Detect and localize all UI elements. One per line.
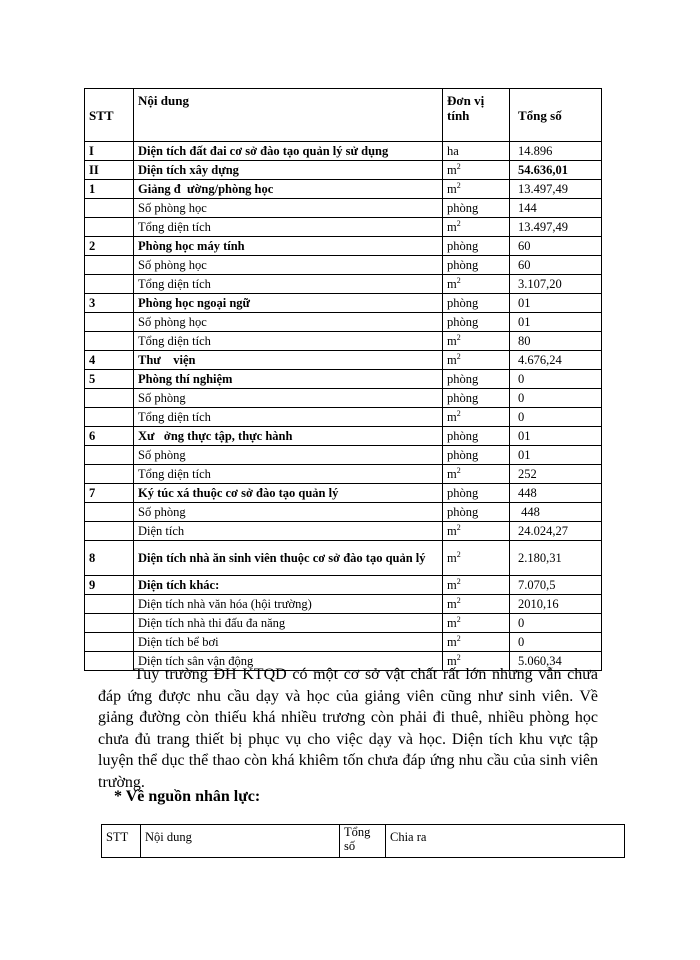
- unit-text: phòng: [447, 371, 479, 386]
- row-unit: [443, 142, 510, 161]
- row-stt: [85, 503, 134, 522]
- row-unit: [443, 294, 510, 313]
- row-content: Tổng diện tích: [134, 332, 443, 351]
- row-unit: [443, 576, 510, 595]
- row-unit: [443, 484, 510, 503]
- row-unit: [443, 218, 510, 237]
- row-value: 2.180,31: [510, 541, 602, 576]
- row-content: Số phòng học: [134, 313, 443, 332]
- table-row: [85, 427, 602, 446]
- row-stt: [85, 595, 134, 614]
- unit-text: phòng: [447, 390, 479, 405]
- unit-superscript: 2: [456, 522, 461, 532]
- body-paragraph: Tuy trường ĐH KTQD có một cơ sở vật chất rất lớn nhưng vẫn chưa đáp ứng được nhu cầu dạy và học của giảng viên cũng như sinh viên. Về giảng đường còn thiếu khá nhiều trương còn phải đi thuê, nhiều phòng học chưa đủ trang thiết bị phục vụ cho việc dạy và học. Diện tích khu vực tập luyện thể dục thể thao còn khá khiêm tốn chưa đáp ứng nhu cầu của sinh viên trường.: [98, 666, 598, 791]
- unit-text: ha: [447, 143, 459, 158]
- row-content: Diện tích xây dựng: [134, 161, 443, 180]
- row-value: 13.497,49: [510, 180, 602, 199]
- row-unit: [443, 256, 510, 275]
- row-value: 3.107,20: [510, 275, 602, 294]
- row-value: 14.896: [510, 142, 602, 161]
- row-unit: [443, 633, 510, 652]
- table-row: [85, 180, 602, 199]
- header-unit: Đơn vị tính: [443, 89, 510, 142]
- row-stt: 7: [85, 484, 134, 503]
- row-content: Diện tích nhà thi đấu đa năng: [134, 614, 443, 633]
- staff-header-content: Nội dung: [141, 825, 340, 858]
- row-value: 0: [510, 370, 602, 389]
- row-value: 01: [510, 313, 602, 332]
- row-value: 7.070,5: [510, 576, 602, 595]
- row-stt: [85, 522, 134, 541]
- table-row: [85, 541, 602, 576]
- row-unit: [443, 332, 510, 351]
- table-row: [85, 633, 602, 652]
- row-content: Diện tích nhà văn hóa (hội trường): [134, 595, 443, 614]
- unit-superscript: 2: [456, 161, 461, 171]
- table-row: [85, 294, 602, 313]
- row-value: 60: [510, 237, 602, 256]
- unit-superscript: 2: [456, 218, 461, 228]
- unit-text: m: [447, 634, 457, 649]
- row-value: 448: [510, 503, 602, 522]
- table-row: [85, 161, 602, 180]
- row-content: Tổng diện tích: [134, 218, 443, 237]
- unit-text: m: [447, 181, 457, 196]
- row-value: 4.676,24: [510, 351, 602, 370]
- unit-superscript: 2: [456, 549, 461, 559]
- facilities-table: [84, 88, 602, 671]
- row-content: Số phòng học: [134, 256, 443, 275]
- row-stt: 8: [85, 541, 134, 576]
- unit-superscript: 2: [456, 275, 461, 285]
- table-row: [85, 576, 602, 595]
- row-content: Diện tích sân vận động: [134, 652, 443, 671]
- unit-superscript: 2: [456, 408, 461, 418]
- row-stt: [85, 199, 134, 218]
- unit-superscript: 2: [456, 351, 461, 361]
- row-unit: [443, 595, 510, 614]
- row-stt: [85, 313, 134, 332]
- staff-header-stt: STT: [102, 825, 141, 858]
- row-unit: [443, 199, 510, 218]
- row-unit: [443, 408, 510, 427]
- row-content: Ký túc xá thuộc cơ sở đào tạo quản lý: [134, 484, 443, 503]
- table-row: [85, 142, 602, 161]
- row-content: Tổng diện tích: [134, 465, 443, 484]
- row-stt: [85, 256, 134, 275]
- row-stt: 6: [85, 427, 134, 446]
- row-value: 2010,16: [510, 595, 602, 614]
- row-unit: [443, 522, 510, 541]
- row-content: Diện tích khác:: [134, 576, 443, 595]
- row-content: Tổng diện tích: [134, 408, 443, 427]
- row-value: 0: [510, 633, 602, 652]
- row-value: 80: [510, 332, 602, 351]
- row-value: 144: [510, 199, 602, 218]
- row-value: 54.636,01: [510, 161, 602, 180]
- row-value: 01: [510, 427, 602, 446]
- row-content: Diện tích đất đai cơ sở đào tạo quản lý sử dụng: [134, 142, 443, 161]
- section-heading: * Về nguồn nhân lực:: [114, 788, 261, 805]
- unit-text: phòng: [447, 295, 479, 310]
- row-content: Diện tích nhà ăn sinh viên thuộc cơ sở đào tạo quản lý: [134, 541, 443, 576]
- table-row: [85, 351, 602, 370]
- row-stt: 9: [85, 576, 134, 595]
- row-stt: I: [85, 142, 134, 161]
- row-value: 252: [510, 465, 602, 484]
- table-row: [85, 275, 602, 294]
- table-row: [85, 218, 602, 237]
- table-row: [85, 199, 602, 218]
- table-row: [85, 522, 602, 541]
- row-unit: [443, 161, 510, 180]
- unit-text: m: [447, 596, 457, 611]
- row-value: 5.060,34: [510, 652, 602, 671]
- row-value: 448: [510, 484, 602, 503]
- unit-text: m: [447, 550, 457, 565]
- row-unit: [443, 446, 510, 465]
- unit-text: m: [447, 333, 457, 348]
- unit-text: phòng: [447, 428, 479, 443]
- unit-text: phòng: [447, 447, 479, 462]
- header-content: Nội dung: [134, 89, 443, 142]
- row-stt: 5: [85, 370, 134, 389]
- row-value: 24.024,27: [510, 522, 602, 541]
- unit-text: m: [447, 352, 457, 367]
- unit-text: phòng: [447, 504, 479, 519]
- table-row: [85, 614, 602, 633]
- row-unit: [443, 541, 510, 576]
- table-row: [85, 313, 602, 332]
- table-row: [85, 256, 602, 275]
- row-content: Phòng học máy tính: [134, 237, 443, 256]
- row-content: Diện tích: [134, 522, 443, 541]
- unit-text: m: [447, 409, 457, 424]
- row-stt: [85, 332, 134, 351]
- unit-superscript: 2: [456, 465, 461, 475]
- row-unit: [443, 275, 510, 294]
- row-unit: [443, 313, 510, 332]
- table-row: [85, 332, 602, 351]
- table-row: [85, 465, 602, 484]
- row-stt: 1: [85, 180, 134, 199]
- table-header-row: [85, 89, 602, 142]
- unit-superscript: 2: [456, 576, 461, 586]
- table-row: [85, 503, 602, 522]
- row-content: Xư ởng thực tập, thực hành: [134, 427, 443, 446]
- row-value: 01: [510, 294, 602, 313]
- row-stt: [85, 633, 134, 652]
- table-row: [85, 446, 602, 465]
- row-unit: [443, 389, 510, 408]
- table-row: [85, 237, 602, 256]
- row-content: Phòng thí nghiệm: [134, 370, 443, 389]
- row-stt: 4: [85, 351, 134, 370]
- row-unit: [443, 351, 510, 370]
- unit-superscript: 2: [456, 180, 461, 190]
- unit-text: phòng: [447, 200, 479, 215]
- unit-superscript: 2: [456, 614, 461, 624]
- table-row: [85, 408, 602, 427]
- row-content: Số phòng học: [134, 199, 443, 218]
- unit-superscript: 2: [456, 652, 461, 662]
- row-value: 0: [510, 408, 602, 427]
- row-unit: [443, 180, 510, 199]
- unit-text: m: [447, 653, 457, 668]
- unit-text: phòng: [447, 238, 479, 253]
- row-content: Diện tích bể bơi: [134, 633, 443, 652]
- staff-header-total: Tổng số: [340, 825, 386, 858]
- row-stt: [85, 218, 134, 237]
- row-stt: [85, 465, 134, 484]
- row-unit: [443, 237, 510, 256]
- unit-superscript: 2: [456, 633, 461, 643]
- unit-text: m: [447, 523, 457, 538]
- unit-text: phòng: [447, 485, 479, 500]
- row-unit: [443, 503, 510, 522]
- row-value: 13.497,49: [510, 218, 602, 237]
- row-stt: 3: [85, 294, 134, 313]
- unit-text: m: [447, 466, 457, 481]
- row-value: 60: [510, 256, 602, 275]
- row-stt: 2: [85, 237, 134, 256]
- row-content: Tổng diện tích: [134, 275, 443, 294]
- unit-superscript: 2: [456, 595, 461, 605]
- row-content: Thư viện: [134, 351, 443, 370]
- row-content: Số phòng: [134, 446, 443, 465]
- staff-table-header-row: [102, 825, 625, 858]
- row-value: 0: [510, 389, 602, 408]
- header-stt: STT: [85, 89, 134, 142]
- unit-text: m: [447, 162, 457, 177]
- row-value: 0: [510, 614, 602, 633]
- row-content: Phòng học ngoại ngữ: [134, 294, 443, 313]
- row-stt: [85, 446, 134, 465]
- unit-text: m: [447, 276, 457, 291]
- table-row: [85, 595, 602, 614]
- unit-superscript: 2: [456, 332, 461, 342]
- row-content: Giảng đ ường/phòng học: [134, 180, 443, 199]
- staff-table: [101, 824, 625, 858]
- row-stt: [85, 408, 134, 427]
- unit-text: phòng: [447, 257, 479, 272]
- row-unit: [443, 465, 510, 484]
- unit-text: m: [447, 219, 457, 234]
- table-row: [85, 389, 602, 408]
- row-stt: [85, 614, 134, 633]
- row-value: 01: [510, 446, 602, 465]
- row-content: Số phòng: [134, 503, 443, 522]
- row-unit: [443, 614, 510, 633]
- unit-text: phòng: [447, 314, 479, 329]
- table-row: [85, 370, 602, 389]
- table-row: [85, 484, 602, 503]
- staff-header-breakdown: Chia ra: [386, 825, 625, 858]
- unit-text: m: [447, 615, 457, 630]
- header-total: Tổng số: [510, 89, 602, 142]
- row-content: Số phòng: [134, 389, 443, 408]
- unit-text: m: [447, 577, 457, 592]
- row-stt: [85, 275, 134, 294]
- row-stt: [85, 389, 134, 408]
- row-unit: [443, 427, 510, 446]
- row-unit: [443, 370, 510, 389]
- row-stt: II: [85, 161, 134, 180]
